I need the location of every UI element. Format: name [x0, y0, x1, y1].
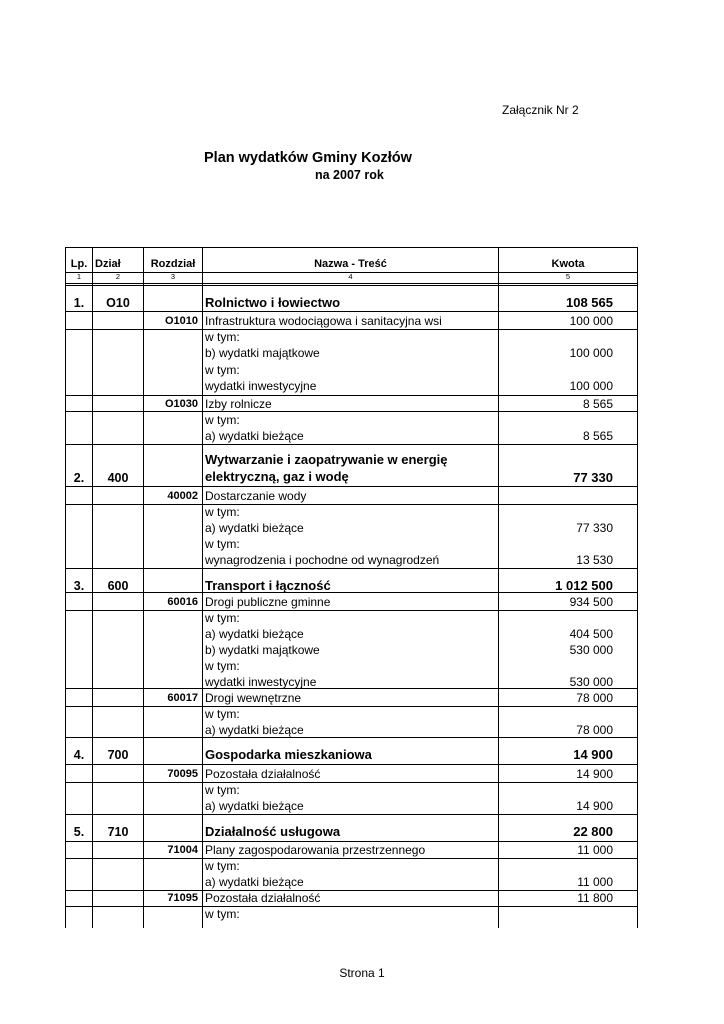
header-divider	[66, 283, 637, 284]
row-name: Pozostała działalność	[205, 891, 321, 905]
row-name: b) wydatki majątkowe	[205, 643, 320, 657]
col-number: 3	[170, 272, 176, 281]
row-name: w tym:	[205, 413, 240, 427]
col-number: 5	[565, 272, 571, 281]
row-amount: 404 500	[569, 627, 613, 641]
row-name: Infrastruktura wodociągowa i sanitacyjna wsi	[205, 314, 442, 328]
row-divider	[66, 444, 637, 445]
row-rozdzial: 71095	[167, 892, 198, 904]
row-lp: 3.	[73, 579, 85, 593]
row-name: Rolnictwo i łowiectwo	[205, 295, 341, 310]
row-name: Transport i łączność	[205, 578, 331, 593]
row-divider	[66, 311, 637, 312]
col-number: 1	[76, 272, 82, 281]
row-amount: 13 530	[576, 553, 613, 567]
row-name: a) wydatki bieżące	[205, 627, 304, 641]
row-name: w tym:	[205, 363, 240, 377]
header-rozdzial: Rozdział	[150, 258, 196, 270]
document-title: Plan wydatków Gminy Kozłów	[204, 150, 412, 166]
row-name: Drogi publiczne gminne	[205, 595, 331, 609]
row-name: w tym:	[205, 537, 240, 551]
header-kwota: Kwota	[551, 258, 585, 270]
row-lp: 1.	[73, 296, 85, 310]
row-name: w tym:	[205, 783, 240, 797]
row-name: Plany zagospodarowania przestrzennego	[205, 843, 426, 857]
row-divider	[66, 814, 637, 815]
row-dzial: 600	[107, 579, 129, 593]
row-dzial: 710	[107, 825, 129, 839]
row-lp: 4.	[73, 748, 85, 762]
row-amount: 8 565	[582, 397, 613, 411]
row-name: Izby rolnicze	[205, 397, 272, 411]
row-divider	[66, 486, 637, 487]
row-dzial: O10	[106, 296, 130, 310]
row-name: w tym:	[205, 330, 240, 344]
row-amount: 78 000	[576, 723, 613, 737]
row-divider	[66, 764, 637, 765]
row-divider	[66, 906, 637, 907]
row-name: a) wydatki bieżące	[205, 429, 304, 443]
row-amount: 14 900	[573, 747, 613, 762]
row-name: a) wydatki bieżące	[205, 723, 304, 737]
row-rozdzial: 60017	[167, 692, 198, 704]
row-name: a) wydatki bieżące	[205, 521, 304, 535]
row-name: w tym:	[205, 611, 240, 625]
header-nazwa: Nazwa - Treść	[314, 258, 387, 270]
row-rozdzial: 40002	[167, 490, 198, 502]
row-amount: 8 565	[582, 429, 613, 443]
row-name: Dostarczanie wody	[205, 489, 307, 503]
row-divider	[66, 329, 637, 330]
document-subtitle: na 2007 rok	[315, 168, 384, 182]
column-divider	[202, 248, 203, 928]
row-amount: 14 900	[576, 767, 613, 781]
row-amount: 11 000	[577, 843, 613, 857]
attachment-label: Załącznik Nr 2	[502, 103, 579, 117]
row-amount: 100 000	[569, 346, 613, 360]
col-number: 2	[115, 272, 121, 281]
col-number: 4	[348, 272, 353, 281]
row-name: Wytwarzanie i zaopatrywanie w energię	[205, 452, 448, 467]
row-name: Pozostała działalność	[205, 767, 321, 781]
row-amount: 78 000	[576, 691, 613, 705]
row-name: Gospodarka mieszkaniowa	[205, 747, 372, 762]
row-amount: 22 800	[573, 824, 613, 839]
row-dzial: 700	[107, 748, 129, 762]
header-dzial: Dział	[95, 258, 121, 270]
row-rozdzial: O1010	[164, 315, 198, 327]
row-name: Drogi wewnętrzne	[205, 691, 302, 705]
page-footer: Strona 1	[339, 966, 385, 980]
row-amount: 934 500	[569, 595, 613, 609]
row-name: wynagrodzenia i pochodne od wynagrodzeń	[205, 553, 440, 567]
row-amount: 11 000	[577, 875, 613, 889]
row-name: wydatki inwestycyjne	[205, 379, 317, 393]
row-divider	[66, 782, 637, 783]
row-divider	[66, 504, 637, 505]
row-divider	[66, 706, 637, 707]
row-divider	[66, 568, 637, 569]
row-amount: 11 800	[577, 891, 613, 905]
row-amount: 100 000	[569, 379, 613, 393]
row-amount: 530 000	[569, 643, 613, 657]
row-rozdzial: 71004	[167, 844, 198, 856]
row-name: wydatki inwestycyjne	[205, 675, 317, 689]
row-name: w tym:	[205, 907, 240, 921]
row-amount: 77 330	[576, 521, 613, 535]
row-amount: 77 330	[573, 470, 613, 485]
row-divider	[66, 858, 637, 859]
row-name: a) wydatki bieżące	[205, 799, 304, 813]
header-divider	[66, 285, 637, 286]
row-lp: 2.	[73, 471, 85, 485]
row-lp: 5.	[73, 825, 85, 839]
row-amount: 1 012 500	[555, 578, 613, 593]
row-name: w tym:	[205, 707, 240, 721]
row-rozdzial: 70095	[167, 768, 198, 780]
row-amount: 108 565	[566, 295, 613, 310]
row-divider	[66, 610, 637, 611]
row-name: w tym:	[205, 659, 240, 673]
row-name: Działalność usługowa	[205, 824, 341, 839]
header-lp: Lp.	[70, 258, 88, 270]
column-divider	[143, 248, 144, 928]
row-name: w tym:	[205, 859, 240, 873]
expenditure-table	[65, 247, 638, 928]
row-name: b) wydatki majątkowe	[205, 346, 320, 360]
row-name: a) wydatki bieżące	[205, 875, 304, 889]
row-name: elektryczną, gaz i wodę	[205, 469, 349, 484]
row-dzial: 400	[107, 471, 129, 485]
row-amount: 14 900	[576, 799, 613, 813]
row-amount: 100 000	[569, 314, 613, 328]
row-rozdzial: 60016	[167, 596, 198, 608]
row-amount: 530 000	[569, 675, 613, 689]
row-name: w tym:	[205, 505, 240, 519]
row-rozdzial: O1030	[164, 398, 198, 410]
